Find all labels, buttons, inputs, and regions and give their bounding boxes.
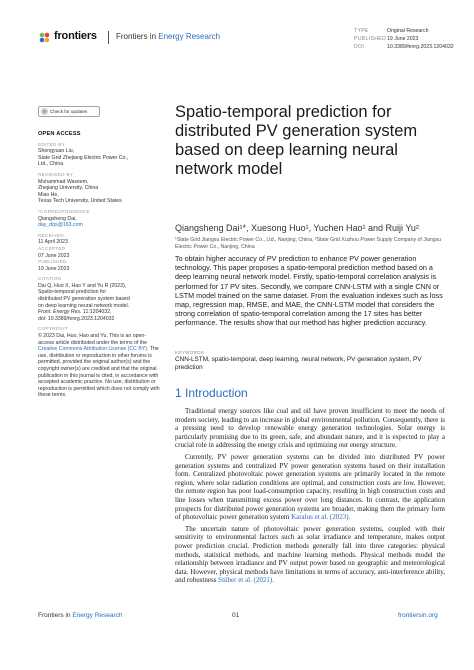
- section-heading-introduction: 1 Introduction: [175, 386, 248, 400]
- meta-doi[interactable]: DOI 10.3389/fenrg.2023.1204032: [354, 44, 454, 50]
- paragraph: Traditional energy sources like coal and oil have proven insufficient to meet the needs of modern society, leading to an increase in global environmental pollution. Consequently, there is a pressing need to develop renewable energy generation technologies. Solar energy is particularly promising due to its green, safe, and abundant nature, and it is expected to play a crucial role in addressing the energy crisis and optimizing our energy structure.: [175, 407, 445, 450]
- citation-section: CITATION Dai Q, Huo X, Hao Y and Yu R (2023), Spatio-temporal prediction for distributed PV generation system based on deep learning neural network model. Front. Energy Res. 11:1204032. doi: 10.3389/fenrg.2023.1204032: [38, 276, 130, 322]
- check-for-updates-label: Check for updates: [50, 109, 88, 114]
- journal-title[interactable]: [116, 32, 220, 41]
- paragraph: The uncertain nature of photovoltaic power generation systems, coupled with their sensitivity to environmental factors such as solar irradiance and temperature, makes output power prediction crucial. Prediction methods generally fall into three categories: physical methods, statistical methods, and machine learning methods. Physical methods model the relationship between irradiance and PV output power based on geographic and meteorological data. However, physical methods have limitations in terms of accuracy, anti-interference ability, and robustness Stüber et al. (2021).: [175, 524, 445, 585]
- cc-license-link[interactable]: Creative Commons Attribution License (CC BY).: [38, 346, 149, 353]
- brand-name[interactable]: frontiers: [54, 30, 97, 42]
- introduction-body: [175, 407, 445, 588]
- frontiers-logo-icon: [38, 31, 51, 44]
- keywords-heading: KEYWORDS: [175, 350, 205, 355]
- page-number: 01: [232, 612, 240, 619]
- article-title: Spatio-temporal prediction for distributed PV generation system based on deep learning neural network model: [175, 103, 418, 178]
- check-for-updates-button[interactable]: [38, 106, 100, 117]
- keywords: CNN-LSTM, spatio-temporal, deep learning, neural network, PV generation system, PV prediction: [175, 356, 422, 372]
- journal-prefix: Frontiers in: [116, 32, 157, 41]
- abstract: To obtain higher accuracy of PV prediction to enhance PV power generation technology. This paper proposes a spatio-temporal prediction method based on a deep learning neural network model. Firstly, spatio-temporal correlation analysis is performed for 17 PV sites. Secondly, we compare CNN-LSTM with a single CNN or LSTM model trained on the same dataset. From the evaluation indexes such as loss map, regression map, RMSE, and MAE, the CNN-LSTM model that considers the strong correlation of spatio-temporal correlation among the 17 sites has better performance. The results show that our method has higher prediction accuracy.: [175, 254, 443, 328]
- edited-by-section: EDITED BY Shengyuan Liu, State Grid Zhejiang Electric Power Co., Ltd., China: [38, 141, 129, 168]
- paragraph: Currently, PV power generation systems can be divided into distributed PV power generation systems and centralized PV power generation systems based on their installation form. Centralized photovoltaic power generation systems are primarily located in the remote region, where solar radiation conditions are optimal, and construction costs are low. However, the remote region has poor load-consumption capacity, resulting in high construction costs and line losses when transmitting excess power over long distances. In contrast, the application prospects for distributed power generation systems are broader, making them the primary form of photovoltaic power generation system Karalus et al. (2023).: [175, 452, 445, 522]
- sidebar: [38, 131, 160, 403]
- reviewed-by-section: REVIEWED BY Muhammad Waseem, Zhejiang University, China Miao He, Texas Tech University, United States: [38, 171, 122, 205]
- header-divider: [108, 31, 109, 44]
- footer-journal[interactable]: Frontiers in Energy Research: [38, 612, 123, 619]
- correspondence-section: *CORRESPONDENCE Qiangsheng Dai, day_dqs@163.com: [38, 209, 160, 229]
- journal-name: Energy Research: [158, 32, 221, 41]
- author-list[interactable]: Qiangsheng Dai¹*, Xuesong Huo¹, Yuchen Hao¹ and Ruiji Yu²: [175, 223, 419, 233]
- copyright-section: COPYRIGHT © 2023 Dai, Huo, Hao and Yu. This is an open-access article distributed under the terms of the Creative Commons Attribution License (CC BY). The use, distribution or reproduction in other forums is permitted, provided the original author(s) and the copyright owner(s) are credited and that the original publication in this journal is cited, in accordance with accepted academic practice. No use, distribution or reproduction is permitted which does not comply with these terms.: [38, 326, 160, 399]
- copyright-text: © 2023 Dai, Huo, Hao and Yu. This is an open-access article distributed under the terms of the Creative Commons Attribution License (CC BY). The use, distribution or reproduction in other forums is permitted, provided the original author(s) and the copyright owner(s) are credited and that the original publication in this journal is cited, in accordance with accepted academic practice. No use, distribution or reproduction is permitted which does not comply with these terms.: [38, 333, 160, 399]
- article-meta: [354, 27, 454, 51]
- citation-link[interactable]: Karalus et al. (2023).: [291, 513, 351, 522]
- meta-published: PUBLISHED 19 June 2023: [354, 36, 419, 42]
- correspondence-email-link[interactable]: day_dqs@163.com: [38, 222, 83, 229]
- dates-section: RECEIVED 11 April 2023 ACCEPTED 07 June 2023 PUBLISHED 19 June 2023: [38, 232, 70, 272]
- meta-type: TYPE Original Research: [354, 28, 429, 34]
- footer-site-link[interactable]: frontiersin.org: [398, 612, 438, 619]
- refresh-icon: ⟳: [42, 109, 47, 114]
- citation-link[interactable]: Stüber et al. (2021).: [218, 576, 274, 585]
- open-access-label: OPEN ACCESS: [38, 131, 81, 137]
- affiliations: ¹State Grid Jiangsu Electric Power Co., Ltd., Nanjing, China, ²State Grid Xuzhou Power Supply Company of Jiangsu Electric Power Co., Nanjing, China: [175, 237, 442, 250]
